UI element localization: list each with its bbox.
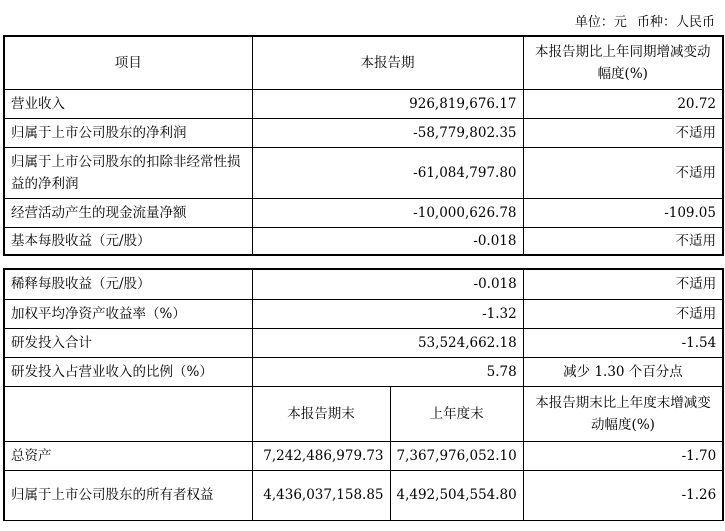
row-change: 不适用 [523, 227, 723, 255]
row-period-end: 4,436,037,158.85 [252, 470, 390, 520]
table-row [4, 470, 723, 520]
table-row [4, 198, 723, 227]
row-item: 研发投入占营业收入的比例（%） [4, 357, 252, 386]
row-current: -0.018 [252, 269, 523, 299]
row-change: 不适用 [523, 269, 723, 299]
table-row [4, 357, 723, 386]
row-change: 不适用 [523, 147, 723, 198]
unit-currency-line [569, 11, 715, 30]
row-current: -58,779,802.35 [252, 118, 523, 147]
row-item: 稀释每股收益（元/股） [4, 269, 252, 299]
blank-header-cell [4, 386, 252, 441]
row-change: 减少 1.30 个百分点 [523, 357, 723, 386]
table-row [4, 89, 723, 118]
header-current-period: 本报告期 [252, 36, 523, 89]
currency-label: 币种：人民币 [636, 15, 715, 30]
row-item: 总资产 [4, 441, 252, 470]
balance-header-row [4, 386, 723, 441]
table-row [4, 299, 723, 328]
row-change: -1.70 [523, 441, 723, 470]
row-item: 归属于上市公司股东的所有者权益 [4, 470, 252, 520]
table-row [4, 227, 723, 255]
row-change: -109.05 [523, 198, 723, 227]
table-row [4, 269, 723, 299]
row-current: 53,524,662.18 [252, 328, 523, 357]
row-current: 5.78 [252, 357, 523, 386]
financial-table-1 [3, 35, 724, 256]
row-item: 加权平均净资产收益率（%） [4, 299, 252, 328]
row-change: -1.26 [523, 470, 723, 520]
table-row [4, 441, 723, 470]
row-change: -1.54 [523, 328, 723, 357]
row-item: 经营活动产生的现金流量净额 [4, 198, 252, 227]
row-item: 营业收入 [4, 89, 252, 118]
header-last-year-end: 上年度末 [390, 386, 523, 441]
row-change: 20.72 [523, 89, 723, 118]
row-current: -10,000,626.78 [252, 198, 523, 227]
table-row [4, 147, 723, 198]
table-row [4, 118, 723, 147]
financial-table-2 [3, 268, 724, 521]
header-change-balance: 本报告期末比上年度末增减变动幅度(%) [523, 386, 723, 441]
table-row [4, 328, 723, 357]
row-last-year-end: 7,367,976,052.10 [390, 441, 523, 470]
table-header-row [4, 36, 723, 89]
row-item: 归属于上市公司股东的净利润 [4, 118, 252, 147]
row-item: 归属于上市公司股东的扣除非经常性损益的净利润 [4, 147, 252, 198]
row-current: -1.32 [252, 299, 523, 328]
row-item: 研发投入合计 [4, 328, 252, 357]
row-last-year-end: 4,492,504,554.80 [390, 470, 523, 520]
header-period-end: 本报告期末 [252, 386, 390, 441]
row-change: 不适用 [523, 299, 723, 328]
row-period-end: 7,242,486,979.73 [252, 441, 390, 470]
header-item: 项目 [4, 36, 252, 89]
row-current: -0.018 [252, 227, 523, 255]
row-current: 926,819,676.17 [252, 89, 523, 118]
row-item: 基本每股收益（元/股） [4, 227, 252, 255]
row-current: -61,084,797.80 [252, 147, 523, 198]
unit-label: 单位：元 [574, 15, 627, 30]
row-change: 不适用 [523, 118, 723, 147]
header-change: 本报告期比上年同期增减变动幅度(%) [523, 36, 723, 89]
